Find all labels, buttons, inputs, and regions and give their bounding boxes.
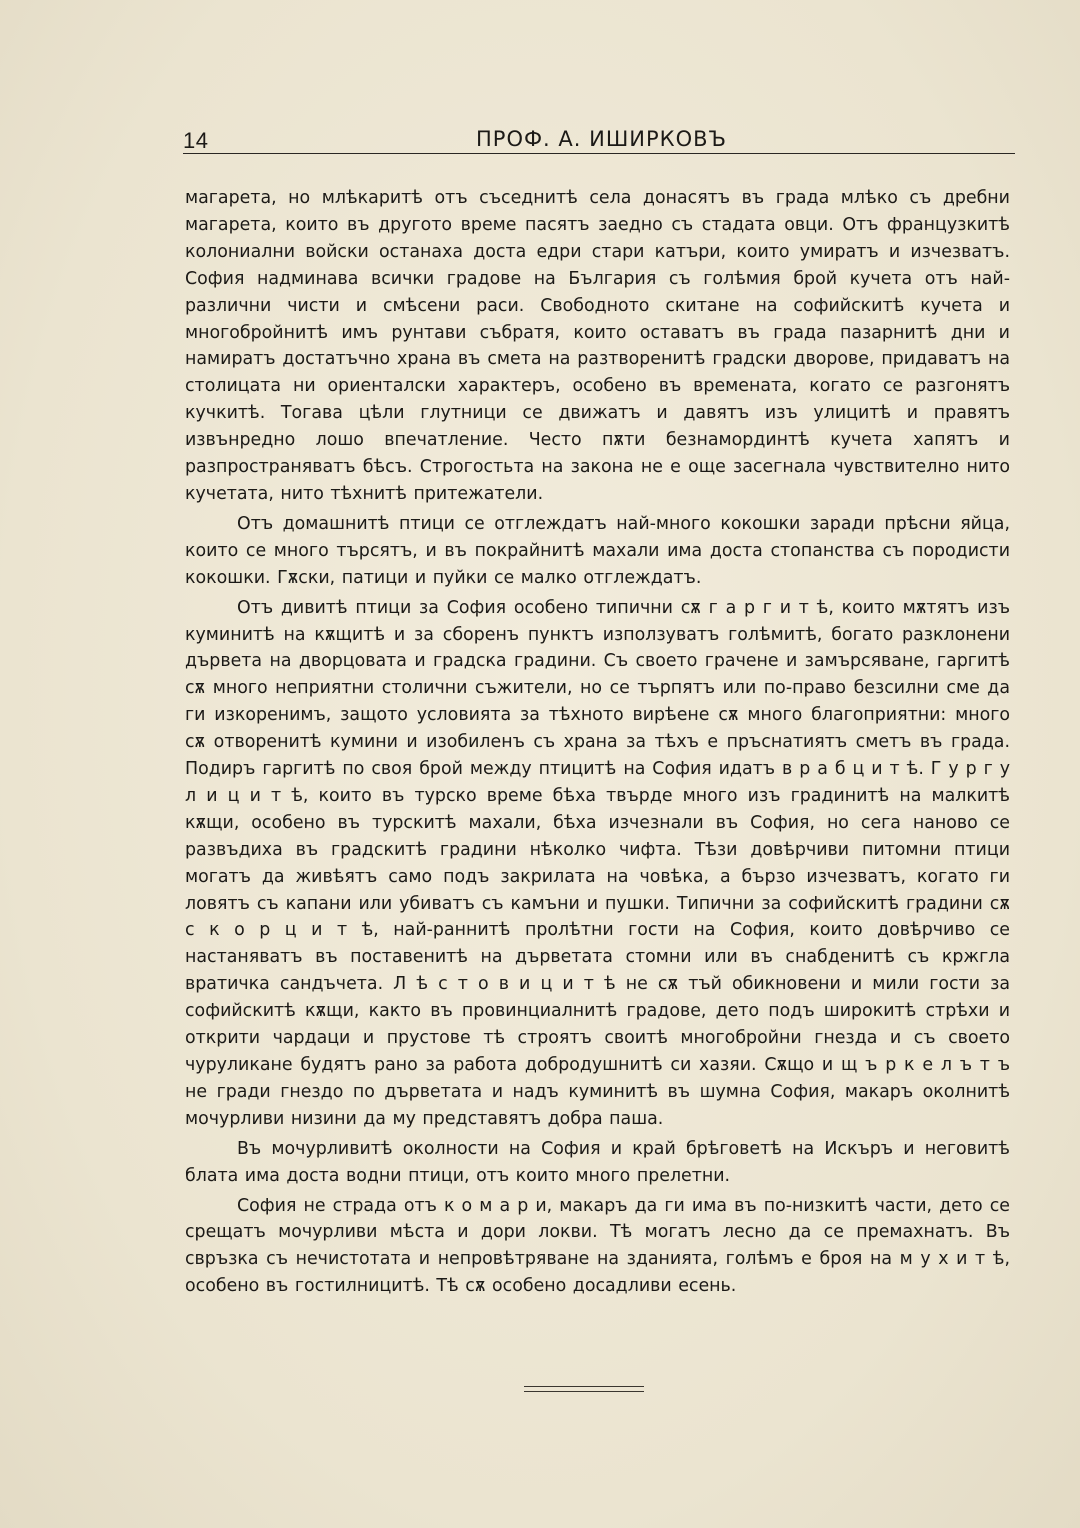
closing-rule-bottom [524, 1391, 644, 1392]
running-head: ПРОФ. А. ИШИРКОВЪ [476, 127, 727, 151]
paragraph-5: София не страда отъ к о м а р и, макаръ да ги има въ по-низкитѣ части, дето се срещатъ мочурливи мѣста и дори локви. Тѣ могатъ лесно да се премахнатъ. Въ свръзка съ нечистотата и непровѣтряване на зданията, голѣмъ е броя на м у х и т ѣ, особено въ гостилницитѣ. Тѣ сѫ особено досадливи есень. [185, 1195, 1010, 1297]
paragraph-1: магарета, но млѣкаритѣ отъ съседнитѣ села донасятъ въ града млѣко съ дребни магарета, които въ другото време пасятъ заедно съ стадата овци. Отъ французкитѣ колониални войски останаха доста едри стари катъри, които умиратъ и изчезватъ. София надминава всички градове на България съ голѣмия брой кучета отъ най-различни чисти и смѣсени раси. Свободното скитане на софийскитѣ кучета и многобройнитѣ имъ рунтави събратя, които оставатъ въ града пазарнитѣ дни и намиратъ достатъчно храна въ смета на разтворенитѣ градски дворове, придаватъ на столицата ни ориенталски характеръ, особено въ времената, когато се разгонятъ кучкитѣ. Тогава цѣли глутници се движатъ и давятъ изъ улицитѣ и правятъ извънредно лошо впечатление. Често пѫти безнамординтѣ кучета хапятъ и разпространяватъ бѣсъ. Строгостьта на закона не е още засегнала чувствително нито кучетата, нито тѣхнитѣ притежатели. [185, 188, 1010, 504]
paragraph-3: Отъ дивитѣ птици за София особено типични сѫ г а р г и т ѣ, които мѫтятъ изъ куминитѣ на кѫщитѣ и за сборенъ пунктъ използуватъ голѣмитѣ, богато разклонени дървета на дворцовата и градска градини. Съ своето грачене и замърсяване, гаргитѣ сѫ много неприятни столични съжители, но се търпятъ или по-право безсилни сме да ги изкоренимъ, защото условията за тѣхното вирѣене сѫ много благоприятни: много сѫ отворенитѣ кумини и изобиленъ съ храна за тѣхъ е пръснатиятъ сметъ въ града. Подиръ гаргитѣ по своя брой между птицитѣ на София идатъ в р а б ц и т ѣ. Г у р г у л и ц и т ѣ, които въ турско време бѣха твърде много изъ градинитѣ на малкитѣ кѫщи, особено въ турскитѣ махали, бѣха изчезнали въ София, но сега наново се развъдиха въ градскитѣ градини нѣколко чифта. Тѣзи довѣрчиви питомни птици могатъ да живѣятъ само подъ закрилата на човѣка, а бързо изчезватъ, когато ги ловятъ съ капани или убиватъ съ камъни и пушки. Типични за софийскитѣ градини сѫ с к о р ц и т ѣ, най-раннитѣ пролѣтни гости на София, които довѣрчиво се настаняватъ въ поставенитѣ на дърветата стомни или въ снабденитѣ съ кржгла вратичка сандъчета. Л ѣ с т о в и ц и т ѣ не сѫ тъй обикновени и мили гости за софийскитѣ кѫщи, както въ провинциалнитѣ градове, дето подъ широкитѣ стрѣхи и открити чардаци и прустове тѣ строятъ своитѣ многобройни гнезда и съ своето чуруликане будятъ рано за работа добродушнитѣ си хазяи. Сѫщо и щ ъ р к е л ъ т ъ не гради гнездо по дърветата и надъ куминитѣ въ шумна София, макаръ околнитѣ мочурливи низини да му представятъ добра паша. [185, 597, 1010, 1129]
closing-rule-top [524, 1386, 644, 1387]
paragraph-4: Въ мочурливитѣ околности на София и край брѣговетѣ на Искъръ и неговитѣ блата има доста водни птици, отъ които много прелетни. [185, 1138, 1010, 1186]
page-number: 14 [183, 128, 209, 153]
header-rule [183, 153, 1015, 154]
paragraph-2: Отъ домашнитѣ птици се отглеждатъ най-много кокошки заради прѣсни яйца, които се много търсятъ, и въ покрайнитѣ махали има доста стопанства съ породисти кокошки. Гѫски, патици и пуйки се малко отглеждатъ. [185, 513, 1010, 588]
body-text [185, 185, 1010, 1300]
